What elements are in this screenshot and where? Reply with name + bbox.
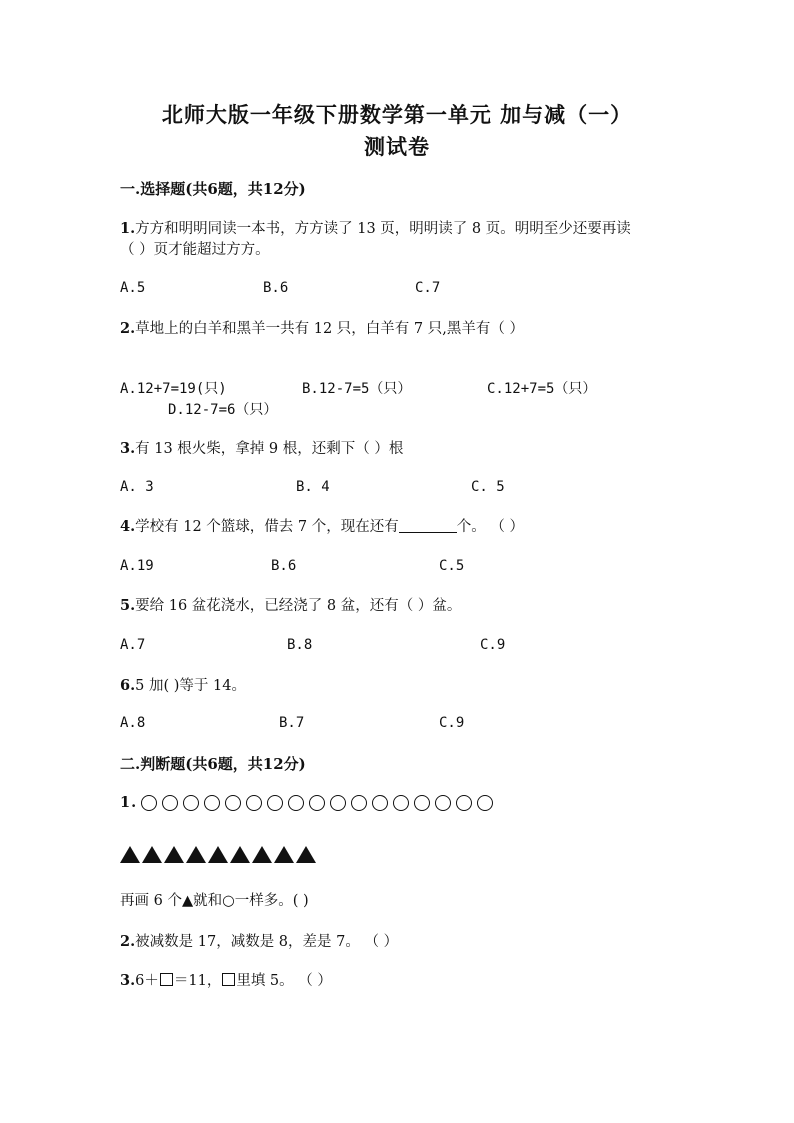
box-symbol [160,973,173,986]
page-subtitle: 测试卷 [364,134,430,159]
option-a: A.8 [120,715,146,731]
circle-shape [456,795,472,811]
judgment-1-text: 再画 6 个▲就和○一样多。( ) [120,893,309,909]
option-c: C.5 [439,558,465,574]
question-number: 6. [120,677,136,694]
question-number: 2. [120,320,136,337]
question-2 [120,318,700,340]
option-b: B.6 [263,280,289,296]
triangle-shape [230,846,250,863]
circle-shape [372,795,388,811]
option-c: C.9 [439,715,465,731]
question-number: 5. [120,597,136,614]
question-6 [120,675,700,697]
circle-shape [267,795,283,811]
question-3 [120,438,700,460]
question-text: 5 加( )等于 14。 [135,678,246,694]
question-number: 2. [120,933,136,950]
option-a: A.12+7=19(只) [120,381,227,397]
option-b: B. 4 [296,479,330,495]
circle-shape [141,795,157,811]
option-c: C.9 [480,637,506,653]
box-symbol [222,973,235,986]
question-1 [120,218,700,261]
option-a: A. 3 [120,479,154,495]
question-text-cont: （ ）页才能超过方方。 [120,242,270,258]
option-b: B.12-7=5（只） [302,381,412,397]
option-c: C.7 [415,280,441,296]
option-a: A.7 [120,637,146,653]
judgment-3 [120,970,700,992]
question-text: 6＋ [135,973,159,989]
option-c: C. 5 [471,479,505,495]
question-number: 4. [120,518,136,535]
section-heading-choice: 一.选择题(共6题，共12分) [120,180,306,198]
circle-shape [435,795,451,811]
question-text-end: 里填 5。 （ ） [236,973,332,989]
circle-shape [288,795,304,811]
page-title: 北师大版一年级下册数学第一单元 加与减（一） [161,102,633,127]
question-number: 1. [120,220,136,237]
option-c: C.12+7=5（只） [487,381,597,397]
triangle-shape [142,846,162,863]
circle-shape [330,795,346,811]
circle-shape [351,795,367,811]
question-text: 要给 16 盆花浇水，已经浇了 8 盆，还有（ ）盆。 [135,598,462,614]
option-b: B.6 [271,558,297,574]
question-text: 有 13 根火柴，拿掉 9 根，还剩下（ ）根 [135,441,404,457]
triangle-shape [186,846,206,863]
section-heading-judgment: 二.判断题(共6题，共12分) [120,755,306,773]
triangle-row [120,846,318,863]
triangle-shape [120,846,140,863]
question-4 [120,516,700,538]
triangle-shape [274,846,294,863]
question-number: 1. [120,794,138,811]
question-5 [120,595,700,617]
answer-blank [399,518,457,534]
triangle-shape [296,846,316,863]
circle-shape [246,795,262,811]
triangle-shape [252,846,272,863]
circle-shape [414,795,430,811]
circle-shape [183,795,199,811]
question-text: 草地上的白羊和黑羊一共有 12 只，白羊有 7 只,黑羊有（ ） [135,321,524,337]
option-b: B.7 [279,715,305,731]
judgment-2 [120,931,700,953]
question-number: 3. [120,440,136,457]
question-text-cont: ＝11， [173,973,222,989]
circle-shape [225,795,241,811]
option-d: D.12-7=6（只） [168,402,278,418]
option-b: B.8 [287,637,313,653]
circle-shape [204,795,220,811]
circle-shape [477,795,493,811]
option-a: A.19 [120,558,154,574]
circle-row [120,794,498,811]
question-text: 学校有 12 个篮球，借去 7 个，现在还有 [135,519,399,535]
circle-shape [309,795,325,811]
question-text: 被减数是 17，减数是 8，差是 7。 （ ） [135,934,399,950]
question-text: 方方和明明同读一本书，方方读了 13 页，明明读了 8 页。明明至少还要再读 [135,221,631,237]
question-text-cont: 个。 （ ） [456,519,524,535]
triangle-shape [164,846,184,863]
triangle-shape [208,846,228,863]
circle-shape [393,795,409,811]
question-number: 3. [120,972,136,989]
option-a: A.5 [120,280,146,296]
circle-shape [162,795,178,811]
